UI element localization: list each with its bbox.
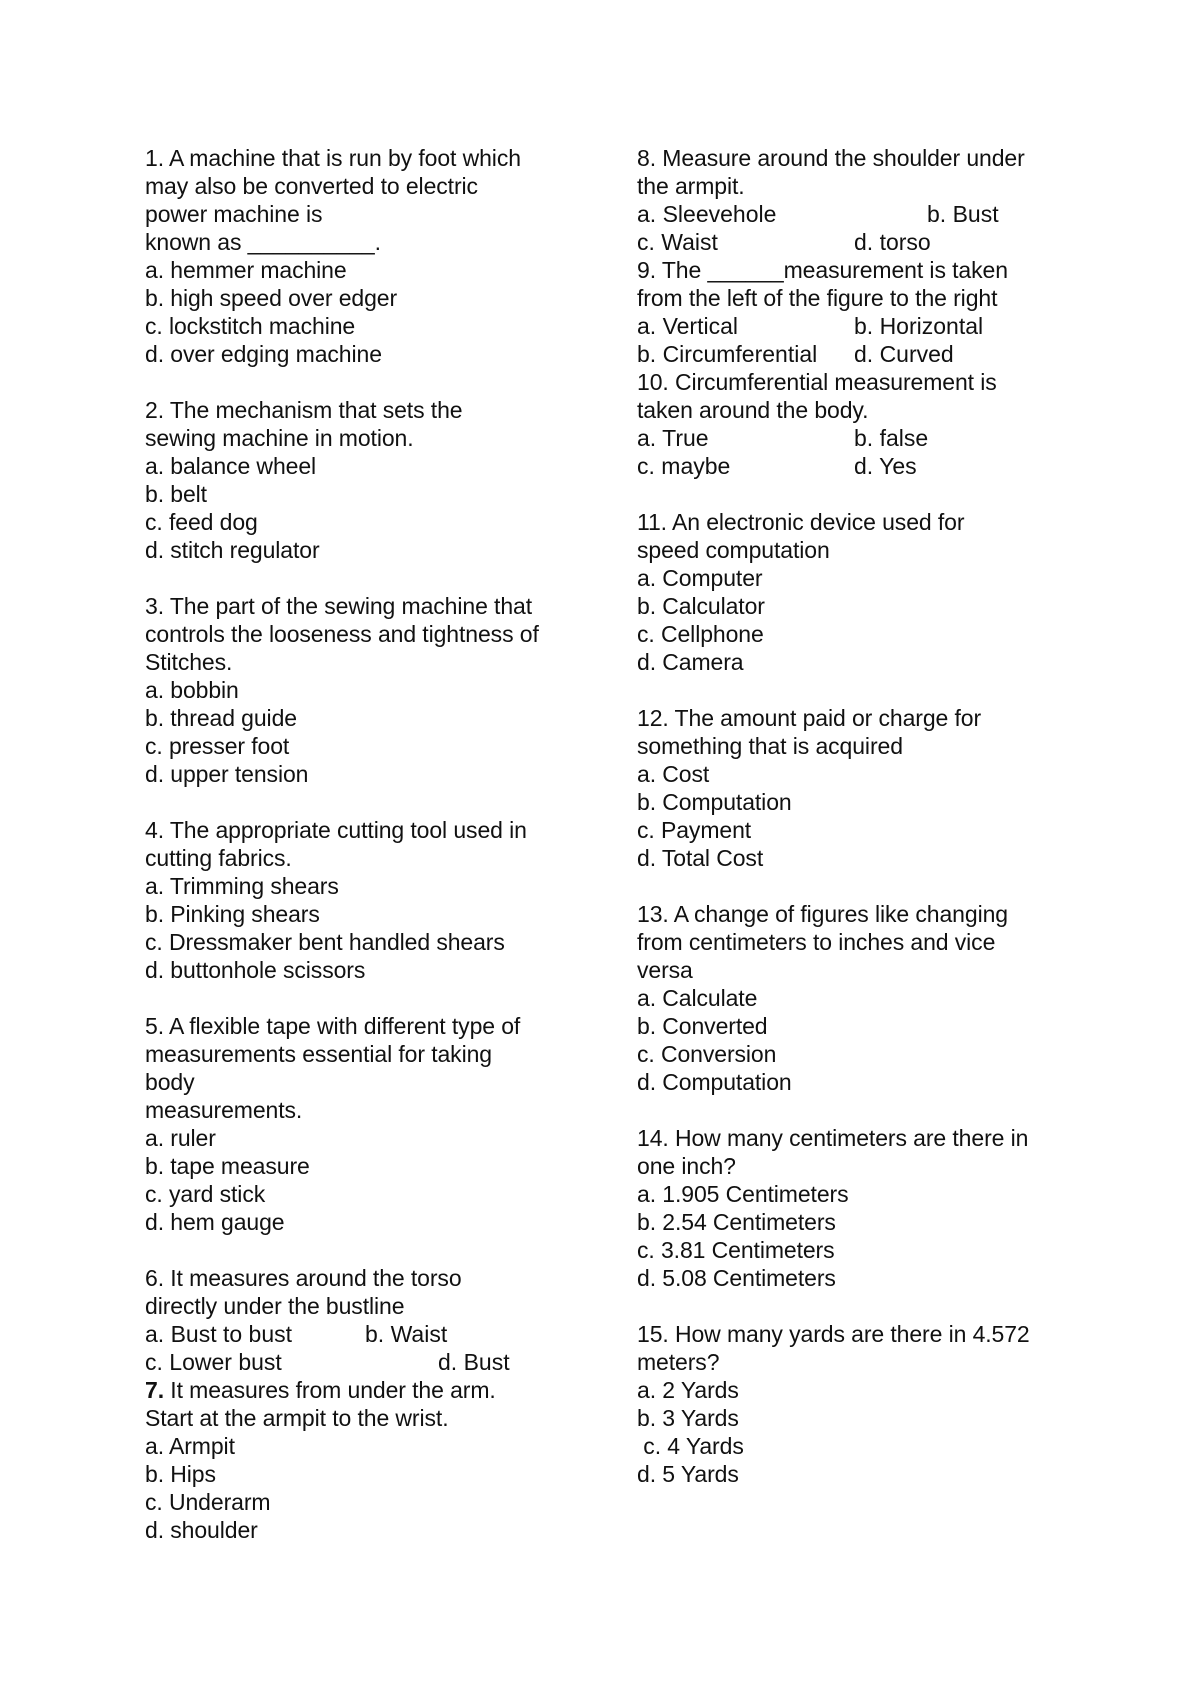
option: c. yard stick (145, 1181, 266, 1207)
option: a. 2 Yards (637, 1377, 739, 1403)
option: b. Pinking shears (145, 901, 320, 927)
question-text: 12. The amount paid or charge for (637, 705, 982, 731)
question-text: something that is acquired (637, 733, 903, 759)
option: b. tape measure (145, 1153, 310, 1179)
question-text: 10. Circumferential measurement is (637, 369, 997, 395)
option: b. false (854, 425, 929, 451)
spacer (637, 872, 1107, 900)
question-text: 6. It measures around the torso (145, 1265, 462, 1291)
option: a. Sleevehole (637, 201, 777, 227)
question-text (145, 1376, 615, 1404)
option: a. ruler (145, 1125, 216, 1151)
question-text: controls the looseness and tightness of (145, 621, 539, 647)
question-text: 11. An electronic device used for (637, 509, 965, 535)
question-text: Stitches. (145, 649, 233, 675)
option: d. Total Cost (637, 845, 764, 871)
option-row (637, 452, 1107, 480)
option: d. stitch regulator (145, 537, 320, 563)
question-text: 13. A change of figures like changing (637, 901, 1008, 927)
option: a. Computer (637, 565, 763, 591)
question-text: 14. How many centimeters are there in (637, 1125, 1029, 1151)
question-text: 1. A machine that is run by foot which (145, 145, 521, 171)
spacer (637, 1292, 1107, 1320)
question-10 (637, 368, 1107, 480)
option-row (145, 1348, 615, 1376)
option: c. lockstitch machine (145, 313, 356, 339)
option: d. 5 Yards (637, 1461, 739, 1487)
question-6 (145, 1264, 615, 1376)
question-1 (145, 144, 615, 368)
question-text: versa (637, 957, 693, 983)
option: c. presser foot (145, 733, 290, 759)
question-text: directly under the bustline (145, 1293, 405, 1319)
question-15 (637, 1320, 1107, 1488)
question-text: from the left of the figure to the right (637, 285, 998, 311)
option: d. Curved (854, 341, 954, 367)
option-row (145, 1320, 615, 1348)
option: b. 2.54 Centimeters (637, 1209, 836, 1235)
question-text: 9. The ______measurement is taken (637, 257, 1008, 283)
question-2 (145, 396, 615, 564)
spacer (145, 564, 615, 592)
option: a. 1.905 Centimeters (637, 1181, 849, 1207)
option: d. torso (854, 229, 931, 255)
question-8 (637, 144, 1107, 256)
spacer (637, 1096, 1107, 1124)
option: b. high speed over edger (145, 285, 398, 311)
option: c. Payment (637, 817, 752, 843)
question-12 (637, 704, 1107, 872)
spacer (637, 480, 1107, 508)
question-text: body (145, 1069, 195, 1095)
option: b. Circumferential (637, 341, 818, 367)
option-row (637, 340, 1107, 368)
option: b. Converted (637, 1013, 768, 1039)
option: a. Vertical (637, 313, 738, 339)
option: b. Waist (365, 1321, 448, 1347)
question-text: one inch? (637, 1153, 736, 1179)
question-9 (637, 256, 1107, 368)
option: c. Dressmaker bent handled shears (145, 929, 505, 955)
option: d. over edging machine (145, 341, 382, 367)
option: c. 3.81 Centimeters (637, 1237, 835, 1263)
spacer (145, 1236, 615, 1264)
option: c. 4 Yards (637, 1433, 744, 1459)
question-text: meters? (637, 1349, 720, 1375)
option: c. Underarm (145, 1489, 271, 1515)
question-text: Start at the armpit to the wrist. (145, 1405, 449, 1431)
spacer (145, 984, 615, 1012)
question-text: 2. The mechanism that sets the (145, 397, 463, 423)
option: a. Calculate (637, 985, 758, 1011)
question-text: may also be converted to electric (145, 173, 478, 199)
option: d. Camera (637, 649, 744, 675)
option: d. 5.08 Centimeters (637, 1265, 836, 1291)
option: b. Bust (927, 201, 999, 227)
question-3 (145, 592, 615, 788)
question-7 (145, 1376, 615, 1544)
option: a. Cost (637, 761, 710, 787)
spacer (145, 368, 615, 396)
option: d. Bust (438, 1349, 510, 1375)
option: b. thread guide (145, 705, 297, 731)
left-column (145, 144, 615, 1544)
question-text: speed computation (637, 537, 830, 563)
option-row (637, 200, 1107, 228)
question-text: 15. How many yards are there in 4.572 (637, 1321, 1030, 1347)
option-row (637, 312, 1107, 340)
option: c. Cellphone (637, 621, 764, 647)
option: a. Armpit (145, 1433, 235, 1459)
option: c. Lower bust (145, 1349, 282, 1375)
option: d. shoulder (145, 1517, 258, 1543)
option-row (637, 424, 1107, 452)
question-text-rest: It measures from under the arm. (163, 1377, 496, 1403)
option: c. Conversion (637, 1041, 777, 1067)
question-text: measurements. (145, 1097, 303, 1123)
spacer (145, 788, 615, 816)
option: a. bobbin (145, 677, 239, 703)
right-column (637, 144, 1107, 1488)
question-4 (145, 816, 615, 984)
question-number: 7. (145, 1377, 164, 1403)
option: b. Computation (637, 789, 792, 815)
question-text: power machine is (145, 201, 323, 227)
option: a. True (637, 425, 709, 451)
question-text: 8. Measure around the shoulder under (637, 145, 1025, 171)
option: c. Waist (637, 229, 718, 255)
option: d. Yes (854, 453, 917, 479)
question-14 (637, 1124, 1107, 1292)
option: c. maybe (637, 453, 731, 479)
question-text: measurements essential for taking (145, 1041, 492, 1067)
option: a. Bust to bust (145, 1321, 293, 1347)
option-row (637, 228, 1107, 256)
option: a. balance wheel (145, 453, 317, 479)
question-text: cutting fabrics. (145, 845, 292, 871)
question-text: taken around the body. (637, 397, 869, 423)
option: d. Computation (637, 1069, 792, 1095)
option: b. Horizontal (854, 313, 984, 339)
option: b. 3 Yards (637, 1405, 739, 1431)
option: b. belt (145, 481, 207, 507)
option: a. Trimming shears (145, 873, 339, 899)
question-13 (637, 900, 1107, 1096)
option: d. upper tension (145, 761, 309, 787)
spacer (637, 676, 1107, 704)
question-11 (637, 508, 1107, 676)
option: c. feed dog (145, 509, 258, 535)
option: d. buttonhole scissors (145, 957, 366, 983)
option: d. hem gauge (145, 1209, 285, 1235)
question-text: the armpit. (637, 173, 745, 199)
question-5 (145, 1012, 615, 1236)
question-text: 4. The appropriate cutting tool used in (145, 817, 527, 843)
question-text: 3. The part of the sewing machine that (145, 593, 533, 619)
question-text: from centimeters to inches and vice (637, 929, 996, 955)
option: a. hemmer machine (145, 257, 347, 283)
question-text: 5. A flexible tape with different type of (145, 1013, 521, 1039)
option: b. Calculator (637, 593, 765, 619)
question-text: known as __________. (145, 229, 381, 255)
question-text: sewing machine in motion. (145, 425, 414, 451)
option: b. Hips (145, 1461, 216, 1487)
